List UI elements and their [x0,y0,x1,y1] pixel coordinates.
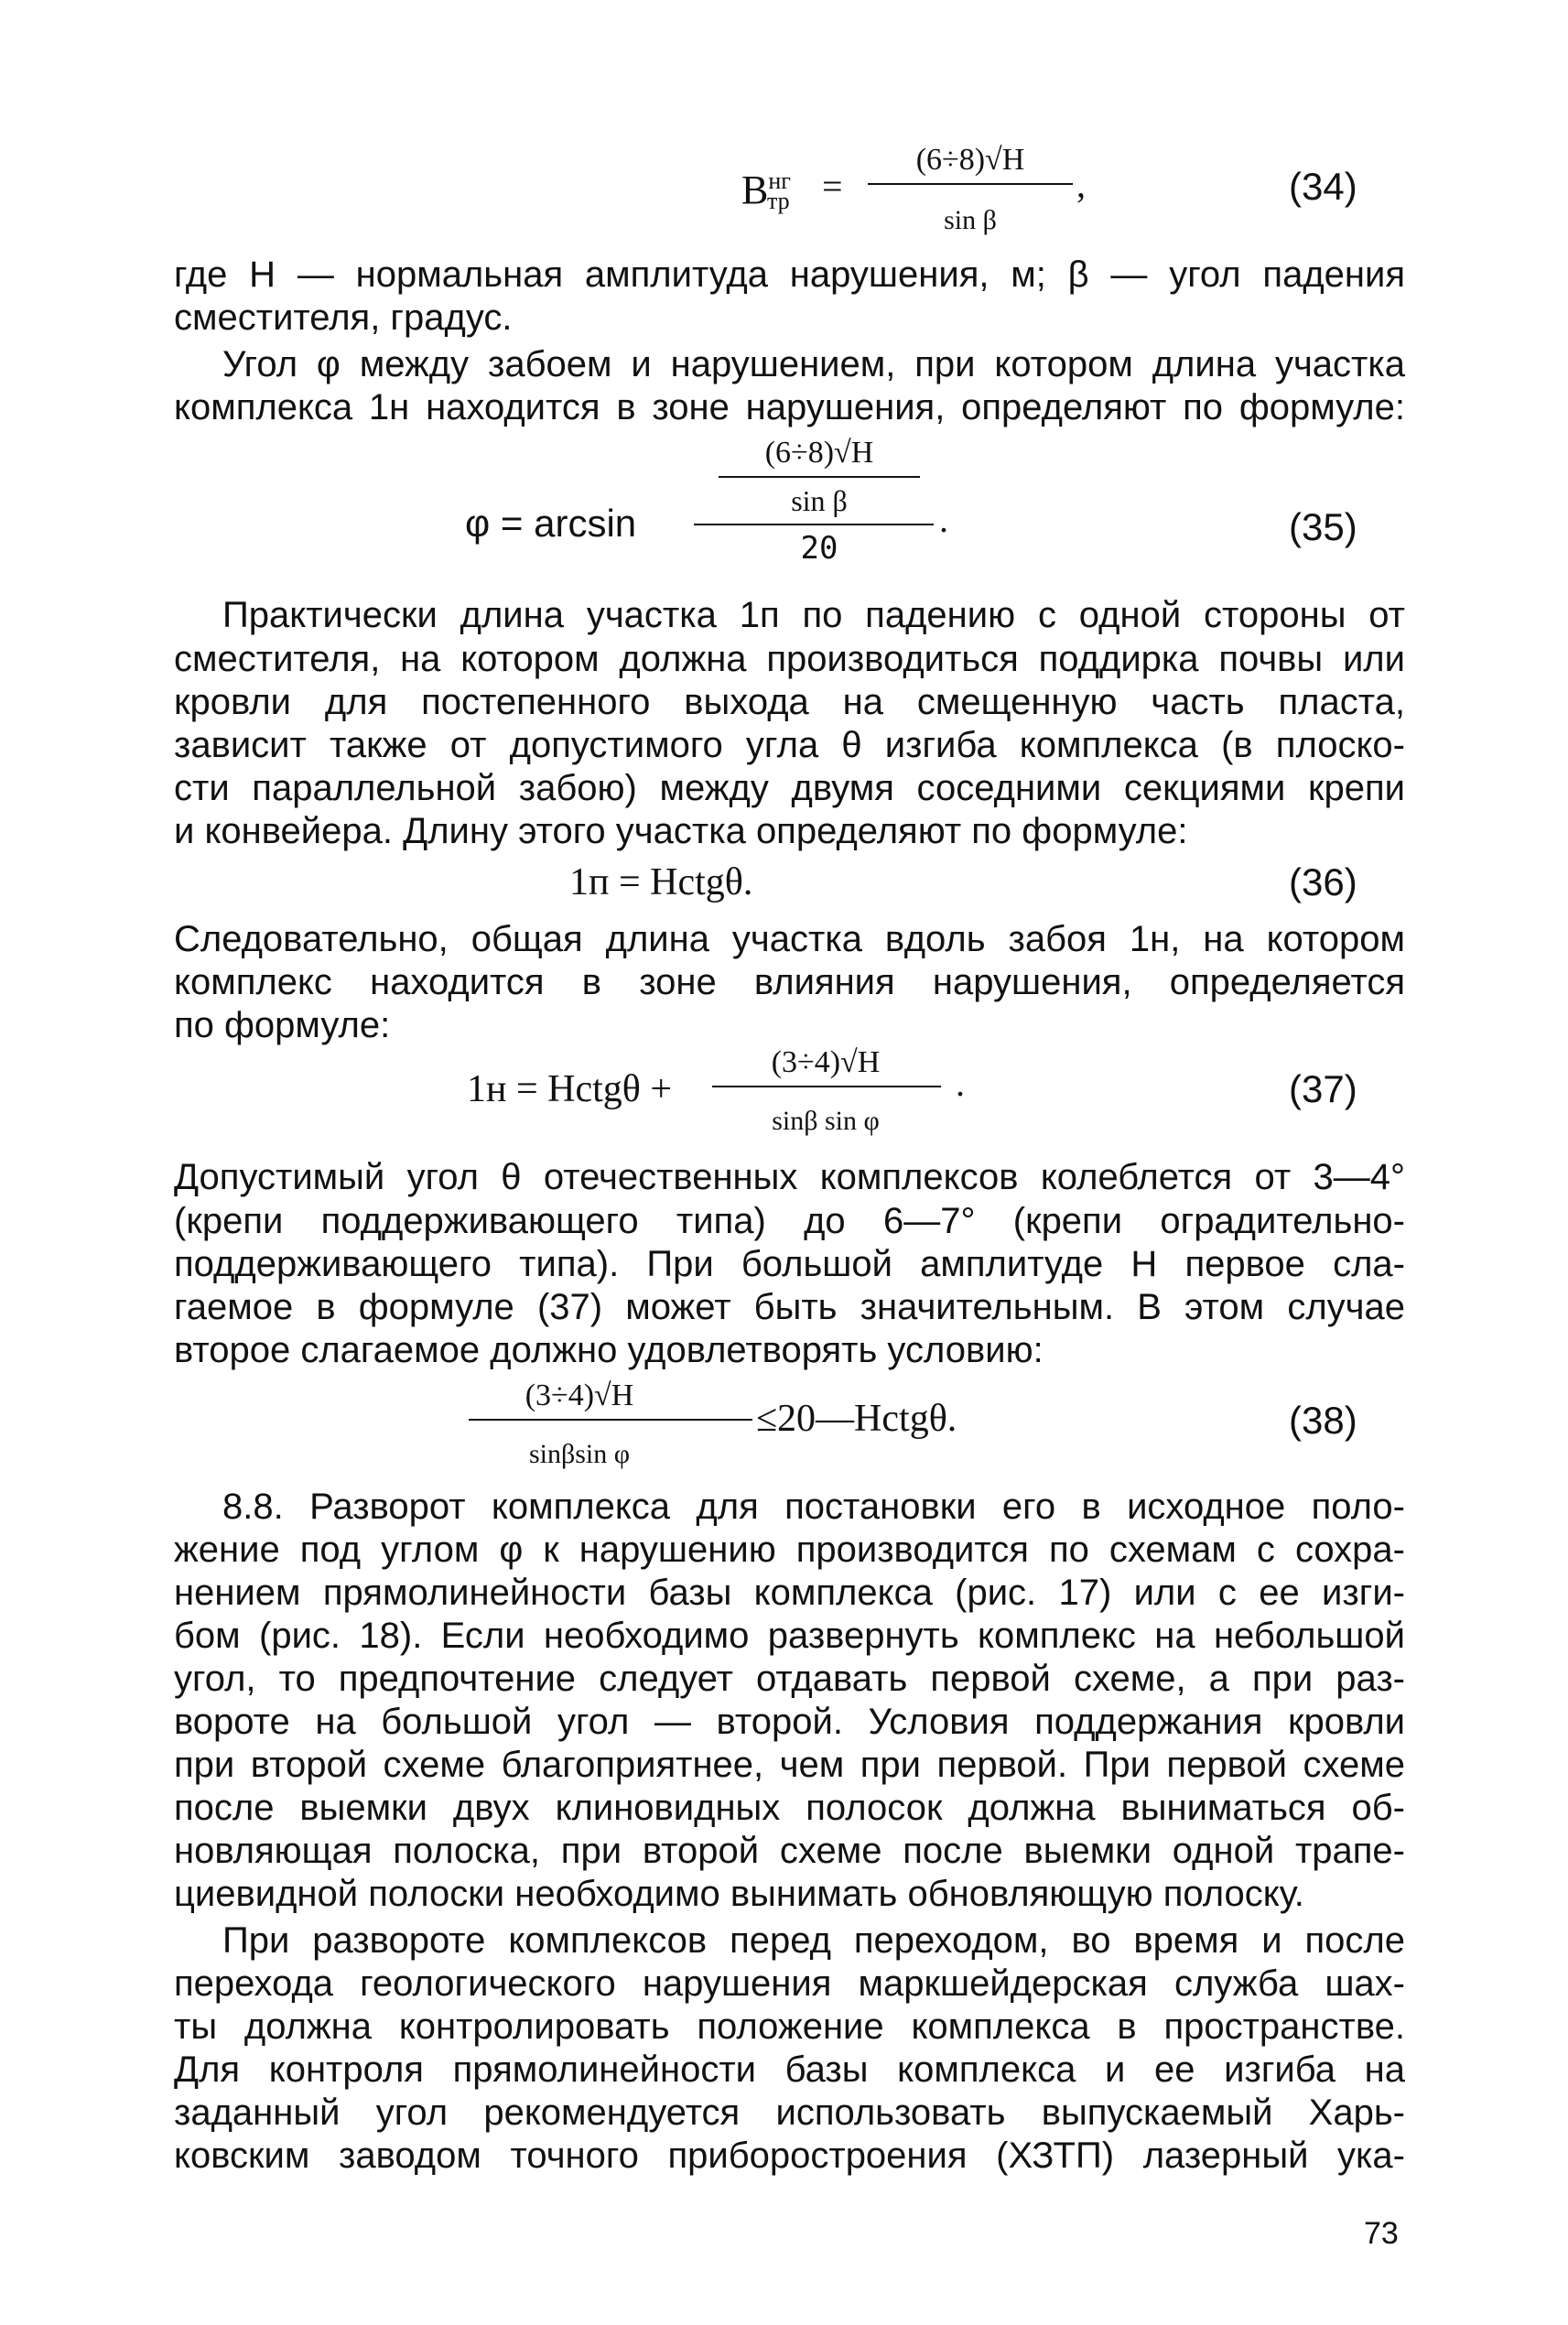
p6-line-6: вороте на большой угол — второй. Условия поддержания кровли [174,1702,1405,1742]
eq35-lhs: φ = arcsin [465,502,637,545]
eq34-number: (34) [1289,165,1357,208]
p7-line-6: ковским заводом точного приборостроения (ХЗТП) лазерный ука- [174,2136,1405,2176]
p7-line-3: ты должна контролировать положение комплекса в пространстве. [174,2006,1405,2047]
p6-line-10: циевидной полоски необходимо вынимать обновляющую полоску. [174,1874,1304,1914]
p5-line-4: гаемое в формуле (37) может быть значительным. В этом случае [174,1287,1405,1327]
p6-line-1: 8.8. Разворот комплекса для постановки его в исходное поло- [222,1487,1405,1527]
eq35-mid: sin β [791,484,848,517]
eq35-inner-bar [719,476,920,478]
p5-line-2: (крепи поддерживающего типа) до 6—7° (крепи оградительно- [174,1201,1405,1241]
eq37-dot: . [956,1063,965,1104]
p3-line-6: и конвейера. Длину этого участка определяют по формуле: [174,811,1188,851]
eq37-lhs: 1н = Hctgθ + [467,1068,673,1110]
eq37-fraction-bar [712,1086,941,1087]
eq36-number: (36) [1289,860,1357,903]
eq35-bottom: 20 [800,530,838,567]
p4-line-3: по формуле: [174,1005,391,1045]
eq35-top: (6÷8)√H [764,436,874,470]
p7-line-1: При развороте комплексов перед переходом, во время и после [222,1920,1405,1961]
p6-line-5: угол, то предпочтение следует отдавать первой схеме, а при раз- [174,1659,1405,1699]
eq34-fraction-bar [868,183,1073,185]
page-number: 73 [1364,2216,1399,2251]
eq36-formula: 1п = Hctgθ. [569,861,753,903]
eq38-number: (38) [1289,1399,1357,1442]
eq35-main-bar [694,524,934,525]
p6-line-4: бом (рис. 18). Если необходимо развернуть комплекс на небольшой [174,1616,1405,1656]
p2-line-2: комплекса 1н находится в зоне нарушения, определяют по формуле: [174,387,1405,427]
eq38-fraction-bar [469,1419,752,1421]
p1-line-2: сместителя, градус. [174,297,513,338]
eq34-numerator: (6÷8)√H [915,143,1025,177]
p2-line-1: Угол φ между забоем и нарушением, при котором длина участка [222,344,1405,384]
eq38-denominator: sinβsin φ [528,1439,631,1469]
p7-line-5: заданный угол рекомендуется использовать выпускаемый Харь- [174,2092,1405,2133]
p5-line-5: второе слагаемое должно удовлетворять условию: [174,1330,1044,1370]
p7-line-4: Для контроля прямолинейности базы комплекса и ее изгиба на [174,2049,1405,2090]
p6-line-2: жение под углом φ к нарушению производится по схемам с сохра- [174,1530,1405,1570]
p4-line-1: Следовательно, общая длина участка вдоль забоя 1н, на котором [174,919,1405,959]
p3-line-3: кровли для постепенного выхода на смещенную часть пласта, [174,682,1405,722]
eq38-rhs: ≤20—Hctgθ. [756,1398,957,1440]
eq37-number: (37) [1289,1067,1357,1110]
eq34-equals: = [822,166,843,207]
p4-line-2: комплекс находится в зоне влияния нарушения, определяется [174,962,1405,1002]
p3-line-1: Практически длина участка 1п по падению с одной стороны от [222,595,1405,635]
p6-line-8: после выемки двух клиновидных полосок должна выниматься об- [174,1788,1405,1828]
p3-line-5: сти параллельной забою) между двумя соседними секциями крепи [174,768,1405,808]
eq35-number: (35) [1289,505,1357,548]
p6-line-3: нением прямолинейности базы комплекса (рис. 17) или с ее изги- [174,1573,1405,1613]
p5-line-1: Допустимый угол θ отечественных комплексов колеблется от 3—4° [174,1157,1405,1197]
p5-line-3: поддерживающего типа). При большой амплитуде H первое сла- [174,1244,1405,1284]
p3-line-4: зависит также от допустимого угла θ изгиба комплекса (в плоско- [174,725,1405,765]
eq34-sub: тр [767,188,790,214]
p7-line-2: перехода геологического нарушения маркшейдерская служба шах- [174,1963,1405,2004]
eq37-denominator: sinβ sin φ [772,1106,880,1136]
p6-line-7: при второй схеме благоприятнее, чем при первой. При первой схеме [174,1745,1405,1785]
p6-line-9: новляющая полоска, при второй схеме после выемки одной трапе- [174,1831,1405,1871]
eq34-denominator: sin β [944,205,997,235]
eq34-comma: , [1076,164,1086,205]
eq34-sup: нг [768,168,791,194]
p1-line-1: где H — нормальная амплитуда нарушения, м; β — угол падения [174,254,1405,295]
eq35-dot: . [939,499,948,540]
eq34-lhs: $B^{нг}$ [741,168,791,212]
eq37-numerator: (3÷4)√H [771,1045,881,1079]
eq38-numerator: (3÷4)√H [524,1379,634,1412]
p3-line-2: сместителя, на котором должна производиться поддирка почвы или [174,639,1405,679]
